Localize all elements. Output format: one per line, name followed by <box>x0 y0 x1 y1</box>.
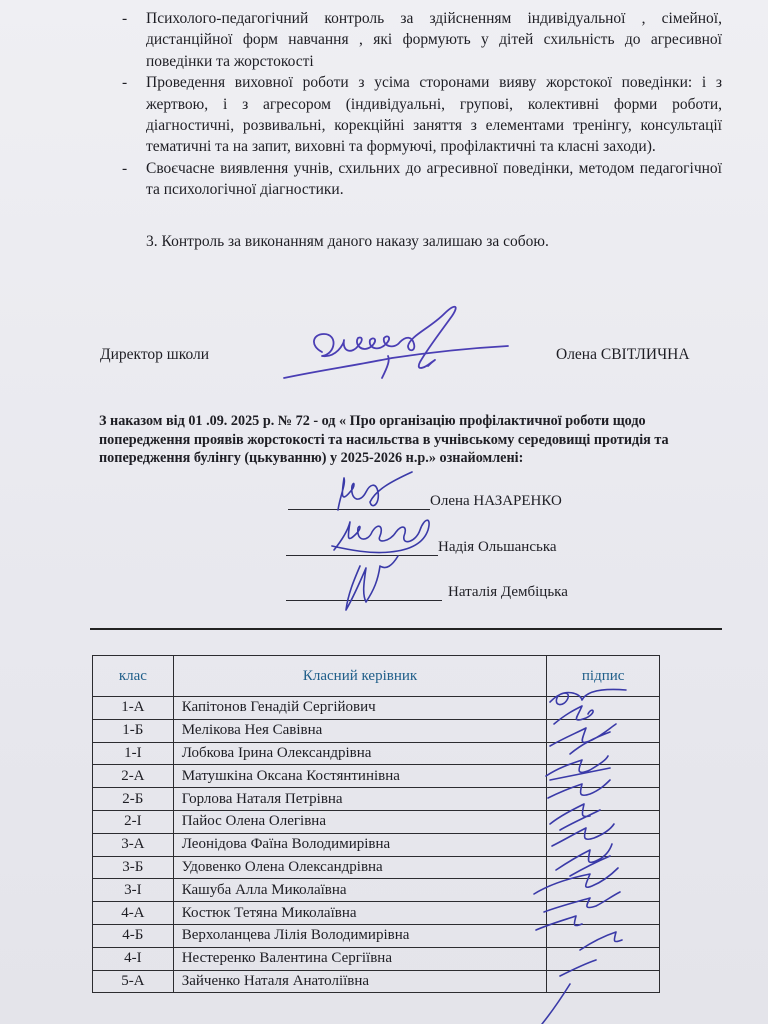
class-cell: 2-А <box>93 765 174 788</box>
control-clause: 3. Контроль за виконанням даного наказу залишаю за собою. <box>146 233 549 250</box>
class-cell: 4-Б <box>93 924 174 947</box>
order-acknowledgement-text: З наказом від 01 .09. 2025 р. № 72 - од « Про організацію профілактичної роботи щодо попередження проявів жорстокості та насильства в учнівському середовищі протидія та попередження булінгу (цькуванню) у 2025-2026 н.р.» ознайомлені: <box>99 413 669 466</box>
ack-name: Надія Ольшанська <box>438 539 557 555</box>
class-cell: 3-Б <box>93 856 174 879</box>
column-header-teacher: Класний керівник <box>173 656 547 697</box>
class-cell: 3-І <box>93 879 174 902</box>
teacher-cell: Пайос Олена Олегівна <box>173 810 547 833</box>
column-header-signature: підпис <box>547 656 660 697</box>
teacher-cell: Удовенко Олена Олександрівна <box>173 856 547 879</box>
measure-item: - Психолого-педагогічний контроль за здійсненням індивідуальної , сімейної, дистанційної форм навчання , які формують у дітей схильність до агресивної поведінки та жорстокості <box>118 8 722 72</box>
measure-item: - Проведення виховної роботи з усіма сторонами вияву жорстокої поведінки: і з жертвою, і з агресором (індивідуальні, групові, колективні форми роботи, діагностичні, розвивальні, корекційні заняття з елементами тренінгу, консультації тематичні та на запит, виховні та формуючі, профілактичні та класні заходи). <box>118 72 722 158</box>
ack-signature <box>320 470 450 620</box>
class-cell: 1-І <box>93 742 174 765</box>
director-signature <box>282 300 522 390</box>
column-header-class: клас <box>93 656 174 697</box>
teacher-signatures <box>530 684 650 1024</box>
teacher-cell: Верхоланцева Лілія Володимирівна <box>173 924 547 947</box>
teacher-cell: Леонідова Фаїна Володимирівна <box>173 833 547 856</box>
section-divider <box>90 628 722 630</box>
measure-item: - Своєчасне виявлення учнів, схильних до агресивної поведінки, методом педагогічної та психологічної діагностики. <box>118 158 722 201</box>
class-cell: 1-Б <box>93 719 174 742</box>
director-title: Директор школи <box>100 346 210 363</box>
teacher-cell: Зайченко Наталя Анатоліївна <box>173 970 547 993</box>
teacher-cell: Горлова Наталя Петрівна <box>173 788 547 811</box>
class-cell: 1-А <box>93 697 174 720</box>
teacher-cell: Костюк Тетяна Миколаївна <box>173 902 547 925</box>
teacher-cell: Кашуба Алла Миколаївна <box>173 879 547 902</box>
class-cell: 2-Б <box>93 788 174 811</box>
class-cell: 3-А <box>93 833 174 856</box>
teacher-cell: Лобкова Ірина Олександрівна <box>173 742 547 765</box>
measures-list <box>118 8 722 201</box>
teacher-cell: Нестеренко Валентина Сергіївна <box>173 947 547 970</box>
ack-name: Олена НАЗАРЕНКО <box>430 493 562 509</box>
director-name: Олена СВІТЛИЧНА <box>556 346 690 363</box>
class-cell: 4-І <box>93 947 174 970</box>
class-cell: 2-І <box>93 810 174 833</box>
teacher-cell: Матушкіна Оксана Костянтинівна <box>173 765 547 788</box>
teacher-cell: Мелікова Нея Савівна <box>173 719 547 742</box>
class-cell: 4-А <box>93 902 174 925</box>
class-cell: 5-А <box>93 970 174 993</box>
ack-name: Наталія Дембіцька <box>448 584 568 600</box>
teacher-cell: Капітонов Генадій Сергійович <box>173 697 547 720</box>
